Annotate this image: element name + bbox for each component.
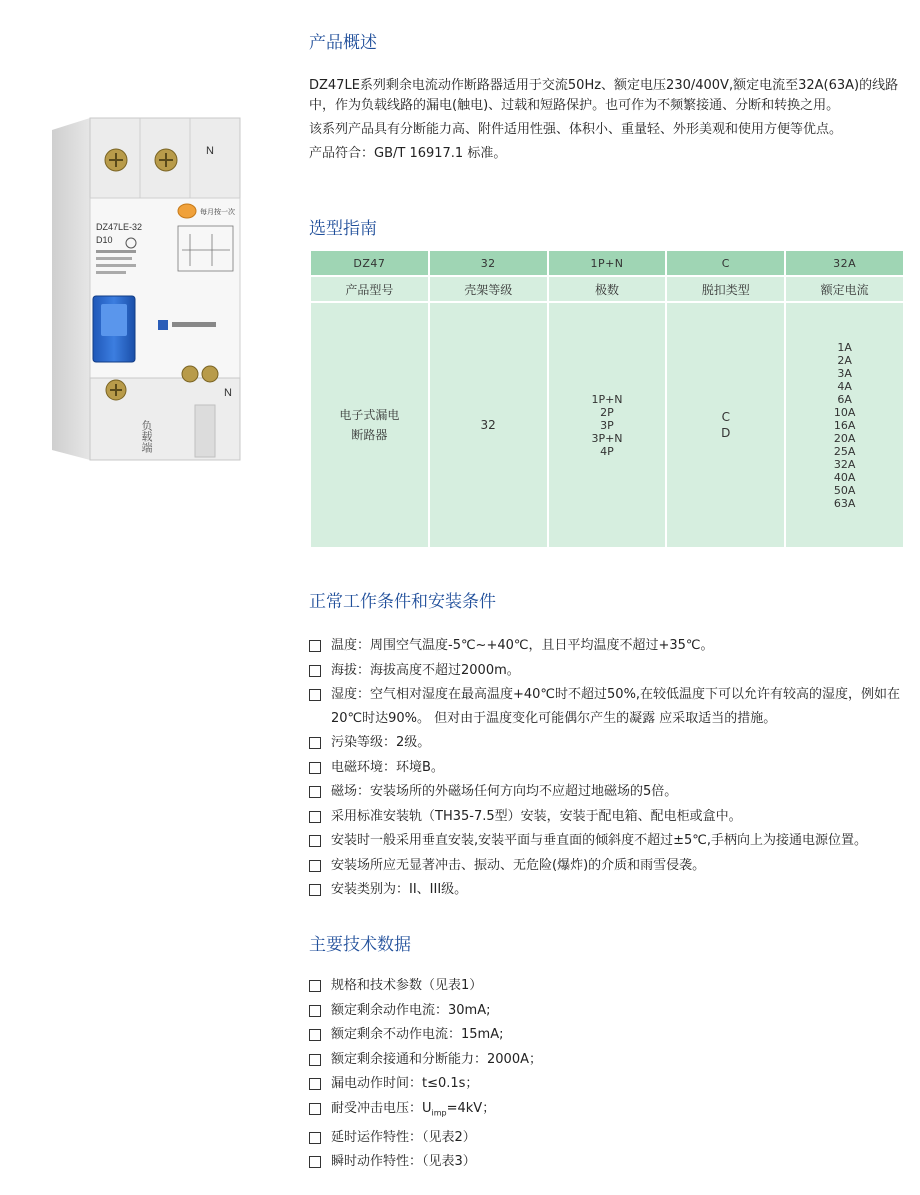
overview-paragraph: 该系列产品具有分断能力高、附件适用性强、体积小、重量轻、外形美观和使用方便等优点。 (309, 122, 843, 137)
list-item (309, 1150, 909, 1175)
overview-text (309, 76, 907, 164)
list-item (309, 1072, 909, 1097)
terminal-n-bottom: N (224, 387, 232, 399)
current-value: 20A (833, 431, 856, 445)
checkbox-icon (309, 665, 321, 677)
pole-value: 3P+N (591, 431, 623, 445)
list-item (309, 974, 909, 999)
list-item (309, 805, 909, 830)
current-value: 2A (837, 353, 852, 367)
table-header-cell: 壳架等级 (430, 275, 547, 301)
checkbox-icon (309, 1103, 321, 1115)
list-item (309, 659, 909, 684)
checkbox-icon (309, 835, 321, 847)
test-button-caption: 每月按一次 (200, 209, 235, 216)
trip-value: C (721, 410, 730, 424)
list-item-text: 磁场：安装场所的外磁场任何方向均不应超过地磁场的5倍。 (331, 784, 678, 799)
table-header-cell: 额定电流 (786, 275, 903, 301)
checkbox-icon (309, 1005, 321, 1017)
current-value: 32A (833, 457, 856, 471)
conditions-title: 正常工作条件和安装条件 (309, 592, 496, 612)
list-item (309, 854, 909, 879)
selection-table (309, 251, 905, 547)
list-item (309, 999, 909, 1024)
checkbox-icon (309, 980, 321, 992)
screw-icon (202, 366, 218, 382)
model-name: 电子式漏电断路器 (339, 408, 400, 442)
overview-paragraph: 产品符合：GB/T 16917.1 标准。 (309, 146, 507, 161)
table-header-cell: 极数 (549, 275, 666, 301)
table-cell: DZ47 (311, 251, 428, 275)
table-cell: 32 (430, 251, 547, 275)
screw-icon (155, 149, 177, 171)
table-cell-currents (786, 301, 903, 547)
table-cell-trip (667, 301, 784, 547)
list-item-text: 海拔：海拔高度不超过2000m。 (331, 662, 520, 678)
list-item-text: 额定剩余动作电流：30mA; (331, 1002, 491, 1018)
tech-title: 主要技术数据 (309, 935, 411, 955)
checkbox-icon (309, 689, 321, 701)
checkbox-icon (309, 1078, 321, 1090)
selection-title: 选型指南 (309, 219, 377, 239)
current-value: 63A (833, 496, 856, 510)
table-cell: 32A (786, 251, 903, 275)
table-cell: C (667, 251, 784, 275)
list-item (309, 1048, 909, 1073)
checkbox-icon (309, 786, 321, 798)
current-value: 3A (837, 366, 852, 380)
list-item (309, 878, 909, 903)
overview-paragraph: DZ47LE系列剩余电流动作断路器适用于交流50Hz、额定电压230/400V,额定电流至32A(63A)的线路中，作为负载线路的漏电(触电)、过载和短路保护。也可作为不频繁接通、分断和转换之用。 (309, 78, 899, 113)
list-item (309, 829, 909, 854)
current-value: 6A (837, 392, 852, 406)
checkbox-icon (309, 860, 321, 872)
checkbox-icon (309, 1132, 321, 1144)
pole-value: 2P (600, 405, 614, 419)
pole-value: 1P+N (591, 392, 623, 406)
table-header-cell: 产品型号 (311, 275, 428, 301)
current-value: 25A (833, 444, 856, 458)
list-item (309, 756, 909, 781)
table-row (311, 251, 903, 275)
table-cell-model (311, 301, 428, 547)
list-item-text: 规格和技术参数（见表1） (331, 978, 483, 993)
table-cell-poles (549, 301, 666, 547)
table-header-cell: 脱扣类型 (667, 275, 784, 301)
list-item-text: 耐受冲击电压：$U_{imp}=4kV$； (331, 1100, 496, 1118)
screw-icon (105, 149, 127, 171)
list-item (309, 683, 909, 731)
product-image (30, 110, 292, 475)
current-value: 1A (837, 340, 852, 354)
list-item-text: 漏电动作时间：t≤0.1s； (331, 1076, 479, 1091)
checkbox-icon (309, 1054, 321, 1066)
pole-value: 3P (600, 418, 614, 432)
checkbox-icon (309, 1156, 321, 1168)
list-item-text: 额定剩余不动作电流：15mA; (331, 1027, 504, 1042)
list-item (309, 780, 909, 805)
tech-list (309, 974, 909, 1175)
current-value: 50A (833, 483, 856, 497)
list-item-text: 安装场所应无显著冲击、振动、无危险(爆炸)的介质和雨雪侵袭。 (331, 857, 706, 873)
table-cell: 1P+N (549, 251, 666, 275)
conditions-list (309, 634, 909, 903)
list-item-text: 瞬时动作特性：（见表3） (331, 1154, 476, 1170)
list-item-text: 安装类别为：II、III级。 (331, 882, 468, 897)
list-item-text: 温度：周围空气温度-5℃~+40℃，且日平均温度不超过+35℃。 (331, 638, 714, 653)
list-item (309, 1097, 909, 1126)
current-value: 10A (833, 405, 856, 419)
checkbox-icon (309, 762, 321, 774)
load-side-label: 负载端 (140, 420, 152, 453)
checkbox-icon (309, 640, 321, 652)
list-item-text: 采用标准安装轨（TH35-7.5型）安装，安装于配电箱、配电柜或盒中。 (331, 808, 742, 824)
checkbox-icon (309, 737, 321, 749)
list-item-text: 延时运作特性：（见表2） (331, 1129, 476, 1145)
overview-title: 产品概述 (309, 33, 377, 53)
rating-label: D10 (96, 235, 113, 245)
test-button-icon (178, 204, 196, 218)
list-item-text: 安装时一般采用垂直安装,安装平面与垂直面的倾斜度不超过±5℃,手柄向上为接通电源位置。 (331, 833, 868, 848)
current-value: 4A (837, 379, 852, 393)
list-item-text: 湿度：空气相对湿度在最高温度+40℃时不超过50%,在较低温度下可以允许有较高的湿度，例如在20℃时达90%。 但对由于温度变化可能偶尔产生的凝露 应采取适当的措施。 (331, 687, 901, 726)
trip-value: D (721, 426, 731, 440)
table-row (311, 275, 903, 301)
list-item-text: 污染等级：2级。 (331, 735, 431, 750)
pole-value: 4P (600, 444, 614, 458)
checkbox-icon (309, 884, 321, 896)
checkbox-icon (309, 811, 321, 823)
screw-icon (106, 380, 126, 400)
table-cell-frame: 32 (430, 301, 547, 547)
current-value: 16A (833, 418, 856, 432)
table-row (311, 301, 903, 547)
terminal-n-top: N (206, 145, 214, 157)
list-item-text: 电磁环境：环境B。 (331, 759, 444, 775)
subscript-imp: imp (431, 1108, 447, 1118)
current-value: 40A (833, 470, 856, 484)
list-item (309, 634, 909, 659)
screw-icon (182, 366, 198, 382)
model-label: DZ47LE-32 (96, 222, 143, 232)
list-item-text: 额定剩余接通和分断能力：2000A； (331, 1051, 542, 1067)
list-item (309, 731, 909, 756)
list-item (309, 1126, 909, 1151)
list-item (309, 1023, 909, 1048)
checkbox-icon (309, 1029, 321, 1041)
